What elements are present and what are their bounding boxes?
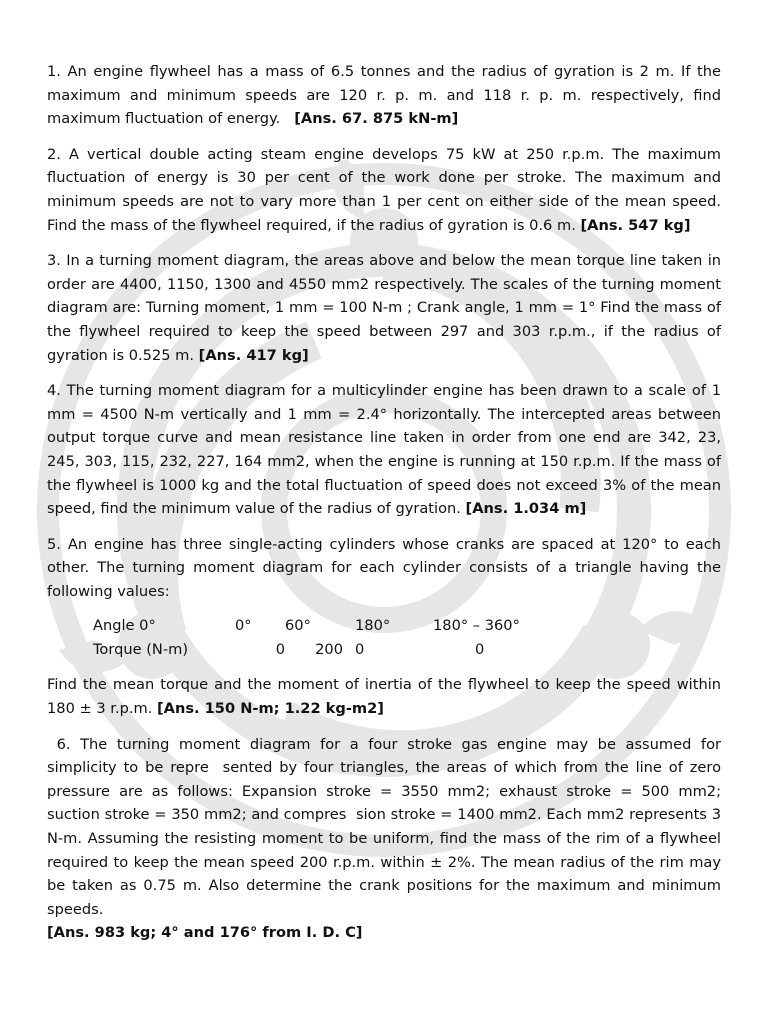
problem-4-text: 4. The turning moment diagram for a multicylinder engine has been drawn to a scale of 1 mm = 4500 N-m vertically and 1 mm = 2.4° horizontally. The intercepted areas between output torque curve and mean resistance line taken in order from one end are 342, 23, 245, 303, 115, 232, 227, 164 mm2, when the engine is running at 150 r.p.m. If the mass of the flywheel is 1000 kg and the total fluctuation of speed does not exceed 3% of the mean speed, find the minimum value of the radius of gyration.	[47, 382, 721, 518]
table-row-torque	[93, 637, 585, 661]
table-cell: Angle 0°	[93, 616, 156, 634]
table-cell: 0	[355, 640, 365, 658]
table-cell: 200	[315, 640, 343, 658]
problem-6-answer: [Ans. 983 kg; 4° and 176° from I. D. C]	[47, 924, 363, 942]
table-cell: 0	[475, 640, 485, 658]
problem-4	[47, 379, 721, 521]
problem-5	[47, 533, 721, 604]
problem-2-text: 2. A vertical double acting steam engine develops 75 kW at 250 r.p.m. The maximum fluctuation of energy is 30 per cent of the work done per stroke. The maximum and minimum speeds are not to vary more than 1 per cent on either side of the mean speed. Find the mass of the flywheel required, if the radius of gyration is 0.6 m.	[47, 145, 721, 234]
problem-5-continued	[47, 673, 721, 720]
problem-2	[47, 143, 721, 237]
table-cell: 0°	[235, 616, 252, 634]
problem-4-answer: [Ans. 1.034 m]	[465, 500, 587, 518]
problem-5-answer: [Ans. 150 N-m; 1.22 kg-m2]	[156, 700, 384, 718]
table-cell: Torque (N-m)	[93, 640, 189, 658]
table-cell: 60°	[285, 616, 311, 634]
problem-5-text2: Find the mean torque and the moment of inertia of the flywheel to keep the speed within 180 ± 3 r.p.m.	[47, 676, 721, 718]
table-row-angle	[93, 613, 585, 637]
problem-sheet	[47, 60, 726, 957]
problem-3-answer: [Ans. 417 kg]	[198, 346, 309, 364]
problem-3-text: 3. In a turning moment diagram, the areas above and below the mean torque line taken in order are 4400, 1150, 1300 and 4550 mm2 respectively. The scales of the turning moment diagram are: Turning moment, 1 mm = 100 N-m ; Crank angle, 1 mm = 1° Find the mass of the flywheel required to keep the speed between 297 and 303 r.p.m., if the radius of gyration is 0.525 m.	[47, 252, 721, 364]
problem-2-answer: [Ans. 547 kg]	[580, 216, 691, 234]
problem-6	[47, 733, 726, 945]
table-cell: 180° – 360°	[433, 616, 520, 634]
problem-1	[47, 60, 721, 131]
table-cell: 0	[275, 640, 285, 658]
problem-6-text: 6. The turning moment diagram for a four stroke gas engine may be assumed for simplicity to be repre sented by four triangles, the areas of which from the line of zero pressure are as follows: Expansion stroke = 3550 mm2; exhaust stroke = 500 mm2; suction stroke = 350 mm2; and compres sion stroke = 1400 mm2. Each mm2 represents 3 N-m. Assuming the resisting moment to be uniform, find the mass of the rim of a flywheel required to keep the mean speed 200 r.p.m. within ± 2%. The mean radius of the rim may be taken as 0.75 m. Also determine the crank positions for the maximum and minimum speeds.	[47, 735, 726, 918]
problem-3	[47, 249, 721, 367]
problem-1-answer: [Ans. 67. 875 kN-m]	[294, 110, 459, 128]
problem-1-text: 1. An engine flywheel has a mass of 6.5 tonnes and the radius of gyration is 2 m. If the maximum and minimum speeds are 120 r. p. m. and 118 r. p. m. respectively, find maximum fluctuation of energy.	[47, 63, 721, 128]
problem-5-text: 5. An engine has three single-acting cylinders whose cranks are spaced at 120° to each other. The turning moment diagram for each cylinder consists of a triangle having the following values:	[47, 535, 721, 600]
table-cell: 180°	[355, 616, 391, 634]
angle-torque-table	[93, 613, 585, 661]
